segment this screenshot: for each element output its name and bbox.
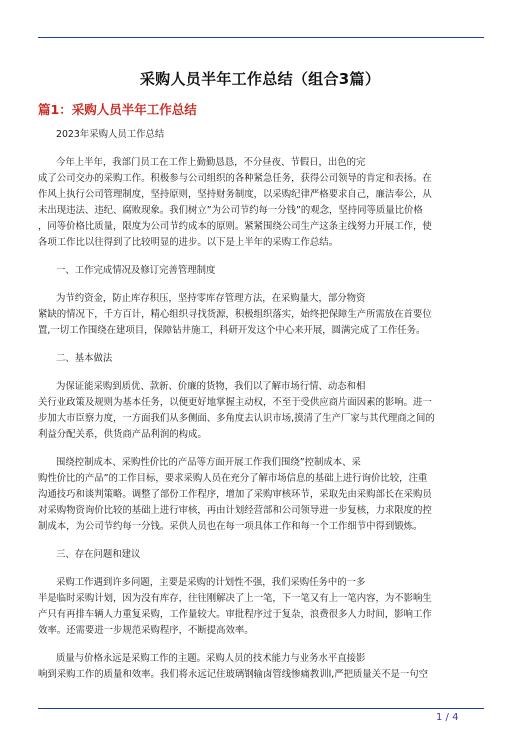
text-line: 对采购物资询价比较的基础上进行审核，再由计划经营部和公司领导进一步复核，力求限度的控	[38, 505, 432, 516]
text-line: 各项工作比以往得到了比较明显的进步。以下是上半年的采购工作总结。	[38, 237, 339, 248]
text-line: 利益分配关系，供货商产品利润的构成。	[38, 429, 207, 440]
paragraph-gap	[38, 339, 484, 351]
paragraph	[38, 351, 484, 367]
text-line: 为保证能采购到质优、款新、价廉的货物，我们以了解市场行情、动态和相	[56, 381, 366, 392]
document-body	[38, 127, 484, 683]
text-line: 购性价比的产品”的工作目标，要求采购人员在充分了解市场信息的基础上进行询价比较，注重	[38, 473, 428, 484]
paragraph-gap	[38, 443, 484, 455]
paragraph	[38, 155, 484, 251]
paragraph	[38, 379, 484, 443]
text-line: ，同等价格比质量，限度为公司节约成本的原则。紧紧围绕公司生产这条主线努力开展工作，使	[38, 221, 432, 232]
text-line: 关行业政策及规则为基本任务，以便更好地掌握主动权，不至于受供应商片面因素的影响。进一	[38, 397, 432, 408]
paragraph	[38, 291, 484, 339]
text-line: 沟通技巧和谈判策略。调整了部份工作程序，增加了采购审核环节，采取先由采购部长在采购员	[38, 489, 432, 500]
top-rule	[38, 37, 484, 38]
text-line: 效率。还需要进一步规范采购程序，不断提高效率。	[38, 625, 254, 636]
text-line: 成了公司交办的采购工作。积极参与公司组织的各种紧急任务，获得公司领导的肯定和表扬。在	[38, 173, 432, 184]
paragraph	[38, 263, 484, 279]
paragraph	[38, 455, 484, 535]
paragraph	[38, 547, 484, 563]
text-line: 围绕控制成本、采购性价比的产品等方面开展工作我们围绕”控制成本、采	[56, 457, 361, 468]
text-line: 采购工作遇到许多问题，主要是采购的计划性不强，我们采购任务中的一多	[56, 577, 366, 588]
document-title: 采购人员半年工作总结（组合3篇）	[139, 70, 381, 88]
section-heading: 篇1：采购人员半年工作总结	[38, 102, 197, 117]
text-line: 为节约资金，防止库存积压，坚持零库存管理方法，在采购量大，部分物资	[56, 293, 366, 304]
text-line: 置,一切工作围绕在建项目，保障钻井施工，科研开发这个中心来开展，圆满完成了工作任务。	[38, 325, 426, 336]
bottom-rule	[38, 708, 484, 709]
text-line: 产只有再排车辆人力重复采购，工作量较大。审批程序过于复杂，浪费很多人力时间，影响工作	[38, 609, 432, 620]
text-line: 作风上执行公司管理制度，坚持原则，坚持财务制度，以采购纪律严格要求自己，廉洁奉公，从	[38, 189, 432, 200]
paragraph-gap	[38, 367, 484, 379]
text-line: 半是临时采购计划，因为没有库存，往往刚解决了上一笔，下一笔又有上一笔内容，为不影响生	[38, 593, 432, 604]
paragraph-gap	[38, 639, 484, 651]
text-line: 今年上半年，我部门员工在工作上勤勤恳恳，不分昼夜、节假日，出色的完	[56, 157, 366, 168]
text-line: 一、工作完成情况及修订完善管理制度	[56, 265, 216, 276]
paragraph	[38, 575, 484, 639]
paragraph-gap	[38, 251, 484, 263]
text-line: 步加大市臣察力度，一方面我们从多侧面、多角度去认识市场,摸清了生产厂家与其代理商之间的	[38, 413, 435, 424]
text-line: 未出现违法、违纪、腐败现象。我们树立”为公司节约每一分钱”的观念，坚持同等质量比价格	[38, 205, 423, 216]
paragraph-gap	[38, 279, 484, 291]
text-line: 三、存在问题和建议	[56, 549, 141, 560]
text-line: 2023年采购人员工作总结	[56, 129, 165, 140]
text-line: 质量与价格永远是采购工作的主题。采购人员的技术能力与业务水平直接影	[56, 653, 366, 664]
text-line: 制成本，为公司节约每一分钱。采供人员也在每一项具体工作和每一个工作细节中得到锻炼。	[38, 521, 423, 532]
paragraph	[38, 651, 484, 683]
paragraph-gap	[38, 535, 484, 547]
text-line: 二、基本做法	[56, 353, 113, 364]
text-line: 紧缺的情况下，千方百计，精心组织寻找货源，积极组织落实，始终把保障生产所需放在首要位	[38, 309, 432, 320]
paragraph	[38, 127, 484, 143]
paragraph-gap	[38, 563, 484, 575]
page-indicator: 1 / 4	[436, 712, 459, 723]
text-line: 响到采购工作的质量和效率。我们将永远记住玻璃钢输卤管线惨痛教训l,严把质量关不是一句空	[38, 669, 428, 680]
paragraph-gap	[38, 143, 484, 155]
